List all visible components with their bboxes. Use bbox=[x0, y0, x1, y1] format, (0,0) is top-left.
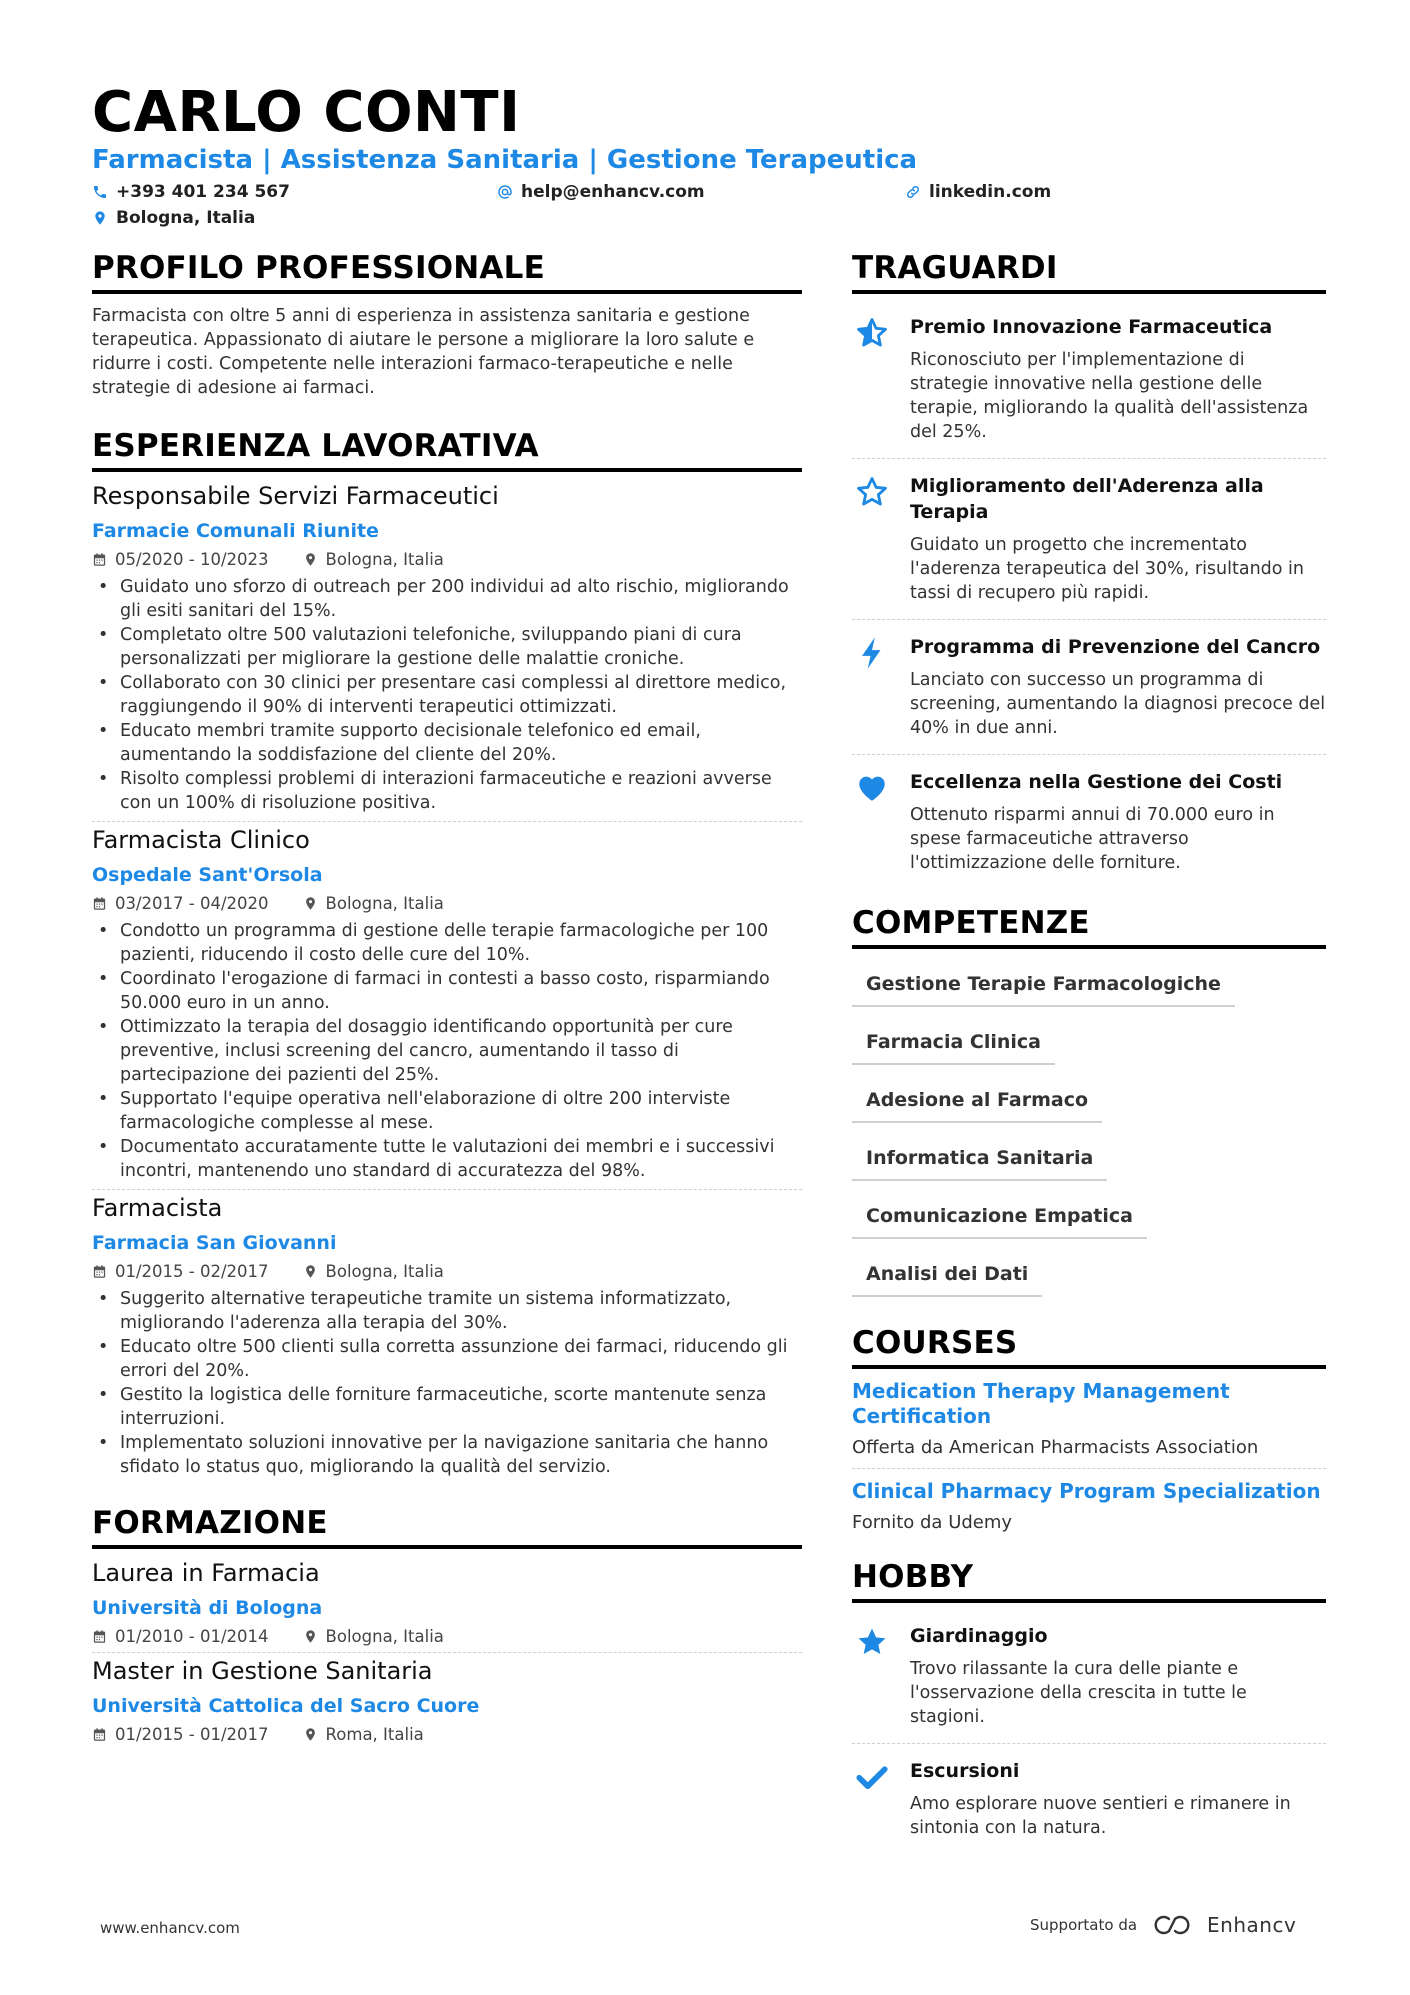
degree: Laurea in Farmacia bbox=[92, 1559, 320, 1587]
bullet-item: • Risolto complessi problemi di interazioni farmaceutiche e reazioni avverse con un 100% di risoluzione positiva. bbox=[92, 767, 802, 815]
heart-icon bbox=[855, 771, 889, 805]
job-location: Bologna, Italia bbox=[325, 1262, 444, 1281]
job-role: Farmacista Clinico bbox=[92, 826, 310, 854]
bullet-item: • Educato membri tramite supporto decisionale telefonico ed email, aumentando la soddisfazione del cliente del 20%. bbox=[92, 719, 802, 767]
divider bbox=[92, 821, 802, 822]
education-meta bbox=[92, 1627, 802, 1646]
powered-by-text: Supportato da bbox=[1030, 1916, 1138, 1934]
bullet-item: • Ottimizzato la terapia del dosaggio identificando opportunità per cure preventive, inclusi screening del cancro, aumentando il tasso di partecipazione dei pazienti del 25%. bbox=[92, 1015, 802, 1087]
school: Università di Bologna bbox=[92, 1597, 323, 1619]
achievement-desc: Riconosciuto per l'implementazione di strategie innovative nella gestione delle terapie, migliorando la qualità dell'assistenza del 25%. bbox=[910, 350, 1309, 442]
at-icon bbox=[497, 184, 513, 200]
hobby-title: Giardinaggio bbox=[910, 1625, 1048, 1647]
contact-location bbox=[92, 208, 255, 228]
job-meta bbox=[92, 1262, 802, 1281]
location-pin-icon bbox=[303, 1264, 318, 1279]
course-title: Medication Therapy Management Certification bbox=[852, 1379, 1230, 1428]
skill-tag: Comunicazione Empatica bbox=[852, 1191, 1147, 1239]
bullet-item: • Supportato l'equipe operativa nell'elaborazione di oltre 200 interviste farmacologiche complesse al mese. bbox=[92, 1087, 802, 1135]
course-item bbox=[852, 1379, 1326, 1458]
experience-section-title: ESPERIENZA LAVORATIVA bbox=[92, 428, 802, 472]
bullet-item: • Suggerito alternative terapeutiche tramite un sistema informatizzato, migliorando l'aderenza alla terapia del 30%. bbox=[92, 1287, 802, 1335]
school: Università Cattolica del Sacro Cuore bbox=[92, 1695, 480, 1717]
education-dates: 01/2015 - 01/2017 bbox=[115, 1725, 269, 1744]
calendar-icon bbox=[92, 1264, 107, 1279]
hobby-desc: Trovo rilassante la cura delle piante e l'osservazione della crescita in tutte le stagioni. bbox=[910, 1659, 1247, 1727]
skills-list bbox=[852, 959, 1326, 1307]
experience-entry bbox=[92, 826, 802, 1183]
lightning-icon bbox=[855, 636, 889, 670]
bullet-item: • Condotto un programma di gestione delle terapie farmacologiche per 100 pazienti, riducendo il costo delle cure del 10%. bbox=[92, 919, 802, 967]
profile-section-title: PROFILO PROFESSIONALE bbox=[92, 250, 802, 294]
skill-tag: Farmacia Clinica bbox=[852, 1017, 1055, 1065]
achievement-title: Programma di Prevenzione del Cancro bbox=[910, 636, 1321, 658]
job-dates: 05/2020 - 10/2023 bbox=[115, 550, 269, 569]
job-company: Ospedale Sant'Orsola bbox=[92, 864, 323, 886]
calendar-icon bbox=[92, 1629, 107, 1644]
education-entry bbox=[92, 1559, 802, 1646]
course-item bbox=[852, 1479, 1326, 1533]
job-bullets bbox=[92, 575, 802, 815]
skill-tag: Analisi dei Dati bbox=[852, 1249, 1042, 1297]
course-provider: Fornito da Udemy bbox=[852, 1512, 1013, 1533]
achievement-desc: Ottenuto risparmi annui di 70.000 euro in spese farmaceutiche attraverso l'ottimizzazione delle forniture. bbox=[910, 805, 1275, 873]
phone-icon bbox=[92, 184, 108, 200]
link-icon bbox=[905, 184, 921, 200]
courses-section-title: COURSES bbox=[852, 1325, 1326, 1369]
contact-email bbox=[497, 182, 705, 202]
linkedin-link[interactable]: linkedin.com bbox=[929, 182, 1052, 202]
education-location: Roma, Italia bbox=[325, 1725, 424, 1744]
job-location: Bologna, Italia bbox=[325, 550, 444, 569]
star-icon bbox=[855, 1625, 889, 1659]
footer-website[interactable]: www.enhancv.com bbox=[100, 1919, 240, 1937]
divider bbox=[92, 1189, 802, 1190]
location-pin-icon bbox=[92, 210, 108, 226]
job-meta bbox=[92, 550, 802, 569]
achievement-item bbox=[852, 624, 1326, 748]
star-half-icon bbox=[855, 316, 889, 350]
location-text: Bologna, Italia bbox=[116, 208, 256, 228]
job-meta bbox=[92, 894, 802, 913]
bullet-item: • Educato oltre 500 clienti sulla corretta assunzione dei farmaci, riducendo gli errori del 20%. bbox=[92, 1335, 802, 1383]
education-meta bbox=[92, 1725, 802, 1744]
hobby-title: Escursioni bbox=[910, 1760, 1020, 1782]
skill-tag: Gestione Terapie Farmacologiche bbox=[852, 959, 1235, 1007]
checkmark-icon bbox=[855, 1760, 889, 1794]
calendar-icon bbox=[92, 552, 107, 567]
achievement-item bbox=[852, 304, 1326, 452]
calendar-icon bbox=[92, 1727, 107, 1742]
experience-entry bbox=[92, 482, 802, 815]
divider bbox=[852, 1743, 1326, 1744]
divider bbox=[852, 458, 1326, 459]
education-location: Bologna, Italia bbox=[325, 1627, 444, 1646]
footer-branding bbox=[1030, 1913, 1296, 1937]
divider bbox=[852, 1468, 1326, 1469]
education-section-title: FORMAZIONE bbox=[92, 1505, 802, 1549]
skill-tag: Adesione al Farmaco bbox=[852, 1075, 1102, 1123]
hobby-desc: Amo esplorare nuove sentieri e rimanere in sintonia con la natura. bbox=[910, 1794, 1291, 1838]
hobby-item bbox=[852, 1613, 1326, 1737]
divider bbox=[852, 754, 1326, 755]
bullet-item: • Coordinato l'erogazione di farmaci in contesti a basso costo, risparmiando 50.000 euro in un anno. bbox=[92, 967, 802, 1015]
right-column bbox=[852, 250, 1326, 1848]
achievements-section-title: TRAGUARDI bbox=[852, 250, 1326, 294]
contact-phone bbox=[92, 182, 290, 202]
skill-tag: Informatica Sanitaria bbox=[852, 1133, 1107, 1181]
enhancv-brand[interactable]: Enhancv bbox=[1207, 1913, 1297, 1937]
divider bbox=[852, 619, 1326, 620]
left-column bbox=[92, 250, 802, 1744]
course-title: Clinical Pharmacy Program Specialization bbox=[852, 1479, 1321, 1503]
bullet-item: • Guidato uno sforzo di outreach per 200 individui ad alto rischio, migliorando gli esiti sanitari del 15%. bbox=[92, 575, 802, 623]
contact-linkedin bbox=[905, 182, 1051, 202]
hobby-section-title: HOBBY bbox=[852, 1559, 1326, 1603]
enhancv-logo-icon bbox=[1149, 1913, 1195, 1937]
headline: Farmacista | Assistenza Sanitaria | Gestione Terapeutica bbox=[92, 145, 918, 175]
location-pin-icon bbox=[303, 1727, 318, 1742]
bullet-item: • Documentato accuratamente tutte le valutazioni dei membri e i successivi incontri, mantenendo uno standard di accuratezza del 98%. bbox=[92, 1135, 802, 1183]
job-company: Farmacia San Giovanni bbox=[92, 1232, 337, 1254]
job-bullets bbox=[92, 1287, 802, 1479]
course-provider: Offerta da American Pharmacists Association bbox=[852, 1437, 1259, 1458]
job-role: Responsabile Servizi Farmaceutici bbox=[92, 482, 499, 510]
profile-summary: Farmacista con oltre 5 anni di esperienza in assistenza sanitaria e gestione terapeutica. Appassionato di aiutare le persone a migliorare la loro salute e ridurre i costi. Competente nelle interazioni farmaco-terapeutiche e nelle strategie di adesione ai farmaci. bbox=[92, 306, 755, 398]
bullet-item: • Implementato soluzioni innovative per la navigazione sanitaria che hanno sfidato lo status quo, migliorando la qualità del servizio. bbox=[92, 1431, 802, 1479]
achievement-item bbox=[852, 759, 1326, 883]
education-entry bbox=[92, 1657, 802, 1744]
location-pin-icon bbox=[303, 1629, 318, 1644]
job-dates: 03/2017 - 04/2020 bbox=[115, 894, 269, 913]
phone-text[interactable]: +393 401 234 567 bbox=[116, 182, 290, 202]
achievement-title: Eccellenza nella Gestione dei Costi bbox=[910, 771, 1283, 793]
location-pin-icon bbox=[303, 896, 318, 911]
degree: Master in Gestione Sanitaria bbox=[92, 1657, 433, 1685]
job-company: Farmacie Comunali Riunite bbox=[92, 520, 379, 542]
candidate-name: CARLO CONTI bbox=[92, 80, 521, 145]
achievement-title: Premio Innovazione Farmaceutica bbox=[910, 316, 1273, 338]
skills-section-title: COMPETENZE bbox=[852, 905, 1326, 949]
bullet-item: • Collaborato con 30 clinici per presentare casi complessi al direttore medico, raggiungendo il 90% di interventi terapeutici ottimizzati. bbox=[92, 671, 802, 719]
hobby-item bbox=[852, 1748, 1326, 1848]
job-bullets bbox=[92, 919, 802, 1183]
achievement-desc: Lanciato con successo un programma di screening, aumentando la diagnosi precoce del 40% in due anni. bbox=[910, 670, 1326, 738]
job-dates: 01/2015 - 02/2017 bbox=[115, 1262, 269, 1281]
job-location: Bologna, Italia bbox=[325, 894, 444, 913]
achievement-title: Miglioramento dell'Aderenza alla Terapia bbox=[910, 475, 1264, 523]
location-pin-icon bbox=[303, 552, 318, 567]
divider bbox=[92, 1652, 802, 1653]
star-outline-icon bbox=[855, 475, 889, 509]
education-dates: 01/2010 - 01/2014 bbox=[115, 1627, 269, 1646]
email-link[interactable]: help@enhancv.com bbox=[521, 182, 705, 202]
bullet-item: • Completato oltre 500 valutazioni telefoniche, sviluppando piani di cura personalizzati per migliorare la gestione delle malattie croniche. bbox=[92, 623, 802, 671]
job-role: Farmacista bbox=[92, 1194, 223, 1222]
achievement-desc: Guidato un progetto che incrementato l'aderenza terapeutica del 30%, risultando in tassi di recupero più rapidi. bbox=[910, 535, 1305, 603]
bullet-item: • Gestito la logistica delle forniture farmaceutiche, scorte mantenute senza interruzioni. bbox=[92, 1383, 802, 1431]
calendar-icon bbox=[92, 896, 107, 911]
achievement-item bbox=[852, 463, 1326, 613]
experience-entry bbox=[92, 1194, 802, 1479]
